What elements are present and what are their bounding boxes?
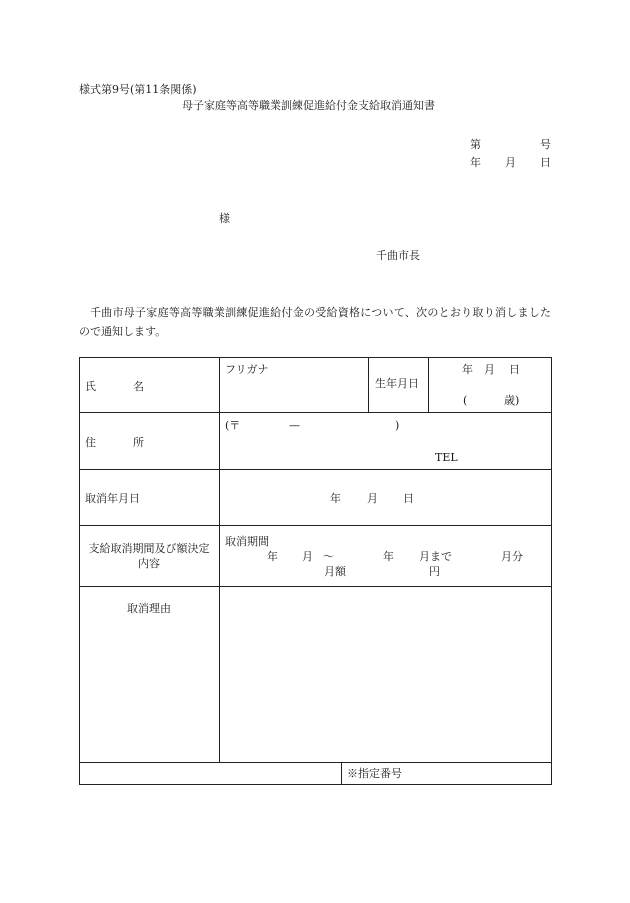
cancel-reason-label: 取消理由 <box>127 602 171 615</box>
row-divider <box>79 762 552 763</box>
period-tilde: ～ <box>323 550 334 563</box>
document-title: 母子家庭等高等職業訓練促進給付金支給取消通知書 <box>182 99 435 112</box>
name-label-first: 氏 <box>85 380 96 393</box>
period-from-month: 月 <box>302 550 313 563</box>
issue-month-label: 月 <box>505 156 516 169</box>
birth-year-label: 年 <box>462 363 473 376</box>
issue-day-label: 日 <box>540 156 551 169</box>
row-divider <box>79 525 552 526</box>
period-months: 月分 <box>501 550 523 563</box>
row-divider <box>79 412 552 413</box>
cancel-month-label: 月 <box>367 492 378 505</box>
notice-body: 千曲市母子家庭等高等職業訓練促進給付金の受給資格について、次のとおり取り消しましたので通知します。 <box>79 306 551 338</box>
issue-year-label: 年 <box>470 156 481 169</box>
number-prefix: 第 <box>470 138 481 151</box>
row-divider <box>79 586 552 587</box>
yen-label: 円 <box>429 565 440 578</box>
table-border <box>79 357 80 785</box>
name-label-second: 名 <box>133 380 144 393</box>
column-divider <box>428 357 429 412</box>
table-border <box>551 357 552 785</box>
period-label-line2: 内容 <box>138 557 160 570</box>
notice-form-table <box>79 357 552 785</box>
sender-name: 千曲市長 <box>376 249 420 262</box>
period-to-month: 月まで <box>419 550 452 563</box>
period-to-year: 年 <box>383 550 394 563</box>
postal-code-close: ) <box>395 419 400 432</box>
column-divider <box>341 762 342 784</box>
table-border <box>79 784 552 785</box>
age-paren-open: ( <box>463 394 468 407</box>
document-number-line <box>470 139 551 150</box>
cancel-period-label: 取消期間 <box>225 535 269 548</box>
monthly-amount-label: 月額 <box>324 565 346 578</box>
addressee-honorific: 様 <box>219 212 230 225</box>
postal-code-dash: — <box>289 419 300 432</box>
column-divider <box>219 357 220 762</box>
birthdate-label: 生年月日 <box>375 377 419 390</box>
telephone-label: TEL <box>435 451 458 464</box>
period-label-line1: 支給取消期間及び額決定 <box>88 542 210 555</box>
period-from-year: 年 <box>267 550 278 563</box>
furigana-label: フリガナ <box>225 363 269 376</box>
cancel-day-label: 日 <box>403 492 414 505</box>
designation-number-label: ※指定番号 <box>347 767 402 780</box>
form-number: 様式第9号(第11条関係) <box>79 83 197 96</box>
issue-date-line <box>470 157 551 168</box>
cancel-date-label: 取消年月日 <box>85 492 140 505</box>
address-label-second: 所 <box>133 436 144 449</box>
birth-month-label: 月 <box>484 363 495 376</box>
age-label: 歳) <box>504 394 520 407</box>
cancel-year-label: 年 <box>330 492 341 505</box>
row-divider <box>79 469 552 470</box>
birth-day-label: 日 <box>509 363 520 376</box>
address-label-first: 住 <box>85 436 96 449</box>
column-divider <box>368 357 369 412</box>
table-border <box>79 357 552 358</box>
number-suffix: 号 <box>540 138 551 151</box>
postal-code-open: (〒 <box>225 419 241 432</box>
